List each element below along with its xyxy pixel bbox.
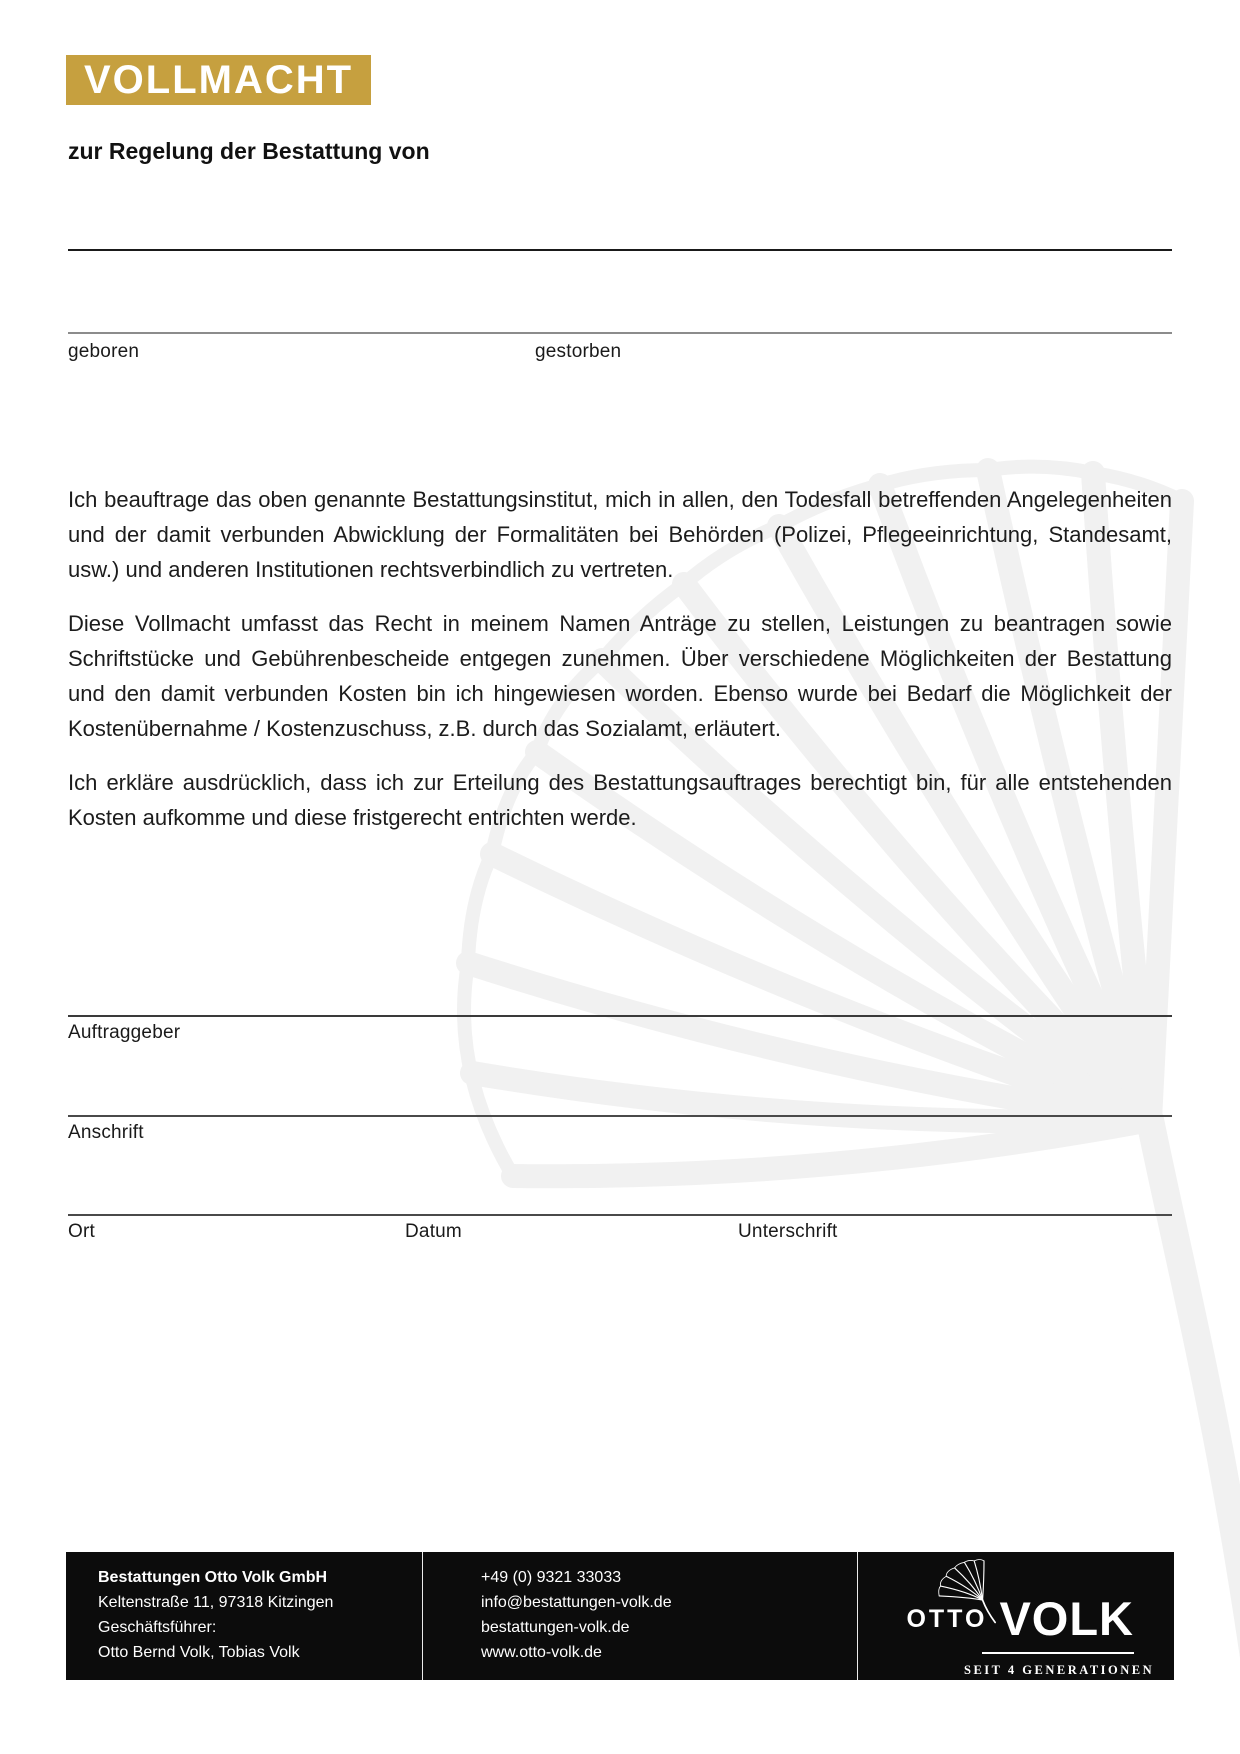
page-title: VOLLMACHT	[66, 55, 371, 105]
ort-datum-unterschrift-field-line[interactable]	[68, 1214, 1172, 1216]
email-link[interactable]: info@bestattungen-volk.de	[481, 1594, 672, 1611]
geboren-label: geboren	[68, 341, 140, 362]
logo-underline	[982, 1652, 1134, 1654]
body-text	[68, 482, 1172, 854]
footer-company-block	[66, 1552, 423, 1680]
paragraph-scope: Diese Vollmacht umfasst das Recht in meinem Namen Anträge zu stellen, Leistungen zu beantragen sowie Schriftstücke und Gebührenbescheide entgegen zunehmen. Über verschiedene Möglichkeiten der Bestattung und den damit verbunden Kosten bin ich hingewiesen worden. Ebenso wurde bei Bedarf die Möglichkeit der Kostenübernahme / Kostenzuschuss, z.B. durch das Sozialamt, erläutert.	[68, 611, 1172, 741]
website2-link[interactable]: www.otto-volk.de	[481, 1644, 602, 1661]
logo-tagline: SEIT 4 GENERATIONEN	[964, 1663, 1155, 1677]
company-address: Keltenstraße 11, 97318 Kitzingen	[98, 1594, 334, 1611]
datum-label: Datum	[405, 1221, 462, 1242]
auftraggeber-field-line[interactable]	[68, 1015, 1172, 1017]
company-role-label: Geschäftsführer:	[98, 1619, 217, 1636]
footer-logo-block	[858, 1552, 1174, 1680]
auftraggeber-label: Auftraggeber	[68, 1022, 181, 1043]
page-subtitle: zur Regelung der Bestattung von	[68, 138, 430, 164]
unterschrift-label: Unterschrift	[738, 1221, 838, 1242]
anschrift-field-line[interactable]	[68, 1115, 1172, 1117]
paragraph-mandate: Ich beauftrage das oben genannte Bestattungsinstitut, mich in allen, den Todesfall betreffenden Angelegenheiten und der damit verbunden Abwicklung der Formalitäten bei Behörden (Polizei, Pflegeeinrichtung, Standesamt, usw.) und anderen Institutionen rechtsverbindlich zu vertreten.	[68, 487, 1172, 582]
company-name: Bestattungen Otto Volk GmbH	[98, 1569, 328, 1586]
footer-contact-block	[423, 1552, 858, 1680]
footer-bar	[66, 1552, 1174, 1680]
company-managers: Otto Bernd Volk, Tobias Volk	[98, 1644, 300, 1661]
ort-label: Ort	[68, 1221, 95, 1242]
anschrift-label: Anschrift	[68, 1122, 144, 1143]
logo-otto-text: OTTO	[906, 1604, 988, 1633]
website-link[interactable]: bestattungen-volk.de	[481, 1619, 630, 1636]
deceased-name-field-line[interactable]	[68, 249, 1172, 251]
paragraph-declaration: Ich erkläre ausdrücklich, dass ich zur Erteilung des Bestattungsauftrages berechtigt bin, für alle entstehenden Kosten aufkomme und diese fristgerecht entrichten werde.	[68, 770, 1172, 830]
phone-number: +49 (0) 9321 33033	[481, 1569, 622, 1586]
gestorben-label: gestorben	[535, 341, 622, 362]
company-logo	[898, 1560, 1155, 1677]
logo-volk-text: VOLK	[999, 1592, 1134, 1645]
logo-wordmark	[898, 1592, 1134, 1645]
birth-death-field-line[interactable]	[68, 332, 1172, 334]
